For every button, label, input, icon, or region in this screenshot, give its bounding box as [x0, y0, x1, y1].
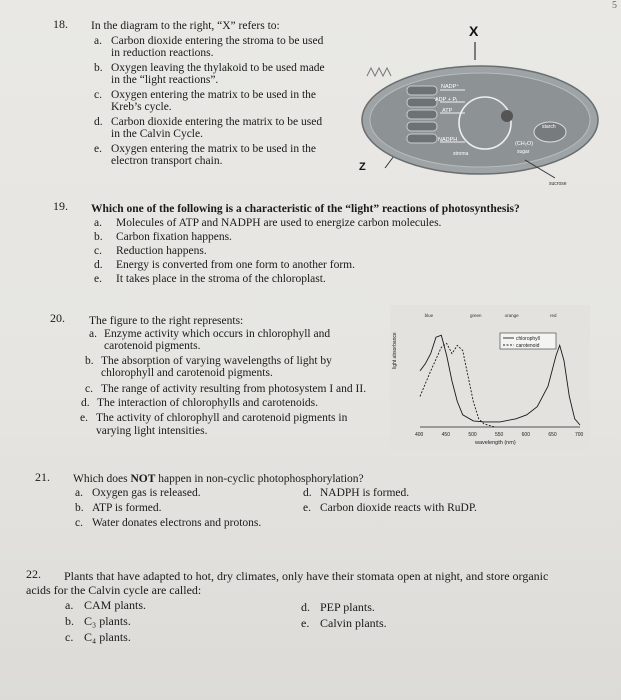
- q19-option-b: Carbon fixation happens.: [116, 231, 232, 243]
- label-nadp: NADP⁺: [441, 84, 460, 90]
- q18-number: 18.: [53, 17, 68, 31]
- q22-number: 22.: [26, 567, 41, 581]
- q21-option-e-letter: e.: [303, 502, 311, 514]
- label-sugar: sugar: [517, 149, 530, 155]
- q21-stem-bold: NOT: [130, 473, 156, 485]
- q21-option-d-letter: d.: [303, 487, 312, 499]
- label-atp: ATP: [442, 108, 453, 114]
- x-tick-label: 500: [468, 432, 477, 438]
- q21-number: 21.: [35, 470, 50, 484]
- q18-option-b-line1: Oxygen leaving the thylakoid to be used made: [111, 62, 325, 74]
- q22-option-e: Calvin plants.: [320, 616, 387, 630]
- q19-number: 19.: [53, 199, 68, 213]
- label-starch: starch: [542, 124, 556, 130]
- q21-option-d: NADPH is formed.: [320, 487, 410, 499]
- q20-option-a-line1: Enzyme activity which occurs in chlorophyll and: [104, 328, 331, 340]
- q18-option-b-line2: in the “light reactions”.: [111, 74, 219, 86]
- q18-option-a-line1: Carbon dioxide entering the stroma to be used: [111, 35, 324, 47]
- q18-option-a-letter: a.: [94, 35, 102, 47]
- q19-option-e-letter: e.: [94, 273, 102, 285]
- q19-option-a: Molecules of ATP and NADPH are used to energize carbon molecules.: [116, 217, 442, 229]
- q20-number: 20.: [50, 311, 65, 325]
- color-band-label: blue: [424, 313, 434, 318]
- q21-option-a-letter: a.: [75, 487, 83, 499]
- q18-option-c-line1: Oxygen entering the matrix to be used in the: [111, 89, 317, 101]
- q18-option-c-letter: c.: [94, 89, 102, 101]
- q18-option-a-line2: in reduction reactions.: [111, 47, 214, 59]
- q18-option-b-letter: b.: [94, 62, 103, 74]
- q22-option-c: C₄ plants.: [84, 630, 131, 644]
- chloroplast-stroma: [370, 73, 590, 167]
- q19-option-c: Reduction happens.: [116, 245, 207, 257]
- label-sucrose: sucrose: [549, 181, 567, 187]
- q20-option-e-line2: varying light intensities.: [96, 425, 208, 437]
- q21-option-a: Oxygen gas is released.: [92, 487, 201, 499]
- color-band-label: orange: [504, 313, 519, 318]
- diagram-zigzag: [367, 68, 391, 76]
- q19-option-a-letter: a.: [94, 217, 102, 229]
- q19-option-e: It takes place in the stroma of the chloroplast.: [116, 273, 326, 285]
- q20-stem: The figure to the right represents:: [89, 315, 244, 327]
- label-adp: ADP + Pᵢ: [435, 97, 458, 103]
- label-nadph: NADPH: [438, 137, 458, 143]
- chloroplast-diagram: [345, 20, 600, 190]
- chart-background: [390, 305, 590, 450]
- q21-option-b: ATP is formed.: [92, 502, 162, 514]
- q20-option-a-line2: carotenoid pigments.: [104, 340, 201, 352]
- q20-option-e-letter: e.: [80, 412, 88, 424]
- chart-legend: [500, 333, 556, 349]
- q20-option-b-line2: chlorophyll and carotenoid pigments.: [101, 367, 273, 379]
- q22-stem-line1: Plants that have adapted to hot, dry climates, only have their stomata open at night, and store organic: [64, 569, 549, 583]
- q20-option-b-line1: The absorption of varying wavelengths of light by: [101, 355, 332, 367]
- q20-option-a-letter: a.: [89, 328, 97, 340]
- q22-option-a-letter: a.: [65, 598, 74, 612]
- page-corner-mark: 5: [612, 0, 617, 11]
- q19-option-b-letter: b.: [94, 231, 103, 243]
- q18-option-d-line1: Carbon dioxide entering the matrix to be used: [111, 116, 323, 128]
- q18-option-e-line1: Oxygen entering the matrix to be used in the: [111, 143, 317, 155]
- q21-stem-pre: Which does: [73, 473, 131, 485]
- q22-option-e-letter: e.: [301, 616, 310, 630]
- label-ch2o: (CH₂O): [515, 141, 534, 147]
- x-tick-label: 550: [495, 432, 504, 438]
- q22-stem-line2: acids for the Calvin cycle are called:: [26, 583, 202, 597]
- cycle-dot: [501, 110, 513, 122]
- x-tick-label: 600: [521, 432, 531, 438]
- color-band-label: green: [470, 313, 482, 318]
- color-band-label: red: [550, 313, 557, 318]
- absorption-spectrum-chart: [390, 305, 590, 450]
- q20-option-d-letter: d.: [81, 397, 90, 409]
- diagram-x-label: X: [469, 23, 479, 39]
- q20-option-c-line1: The range of activity resulting from photosystem I and II.: [101, 383, 367, 395]
- q20-option-c-letter: c.: [85, 383, 93, 395]
- q21-option-c: Water donates electrons and protons.: [92, 517, 262, 529]
- chart-ylabel: light absorbance: [392, 332, 398, 369]
- q21-stem: [73, 473, 364, 486]
- q22-option-d-letter: d.: [301, 600, 310, 614]
- q21-option-c-letter: c.: [75, 517, 83, 529]
- q20-option-d-line1: The interaction of chlorophylls and carotenoids.: [97, 397, 318, 409]
- q20-option-e-line1: The activity of chlorophyll and carotenoid pigments in: [96, 412, 348, 424]
- q18-option-c-line2: Kreb’s cycle.: [111, 101, 172, 113]
- q19-stem: Which one of the following is a characteristic of the “light” reactions of photosynthesis?: [91, 203, 520, 215]
- q21-option-b-letter: b.: [75, 502, 84, 514]
- x-tick-label: 650: [548, 432, 557, 438]
- q18-option-e-line2: electron transport chain.: [111, 155, 223, 167]
- x-tick-label: 700: [575, 432, 584, 438]
- q22-option-c-letter: c.: [65, 630, 74, 644]
- q19-option-d-letter: d.: [94, 259, 103, 271]
- q22-option-b: C₃ plants.: [84, 614, 131, 628]
- chart-xlabel: wavelength (nm): [475, 440, 516, 446]
- legend-carotenoid: carotenoid: [516, 343, 540, 349]
- q21-stem-post: happen in non-cyclic photophosphorylation?: [155, 473, 364, 485]
- q22-option-d: PEP plants.: [320, 600, 375, 614]
- x-tick-label: 450: [441, 432, 451, 438]
- thylakoid-grana: [407, 86, 437, 143]
- q22-option-a: CAM plants.: [84, 598, 147, 612]
- q18-option-d-letter: d.: [94, 116, 103, 128]
- q18-option-e-letter: e.: [94, 143, 102, 155]
- legend-chlorophyll: chlorophyll: [516, 336, 540, 342]
- label-stroma: stroma: [453, 151, 469, 157]
- q18-stem: In the diagram to the right, “X” refers to:: [91, 20, 280, 32]
- q22-option-b-letter: b.: [65, 614, 74, 628]
- x-tick-label: 400: [415, 432, 424, 438]
- q21-option-e: Carbon dioxide reacts with RuDP.: [320, 502, 477, 514]
- q18-option-d-line2: in the Calvin Cycle.: [111, 128, 203, 140]
- q20-option-b-letter: b.: [85, 355, 94, 367]
- q19-option-d: Energy is converted from one form to another form.: [116, 259, 355, 271]
- diagram-z-label: Z: [359, 161, 366, 173]
- q19-option-c-letter: c.: [94, 245, 102, 257]
